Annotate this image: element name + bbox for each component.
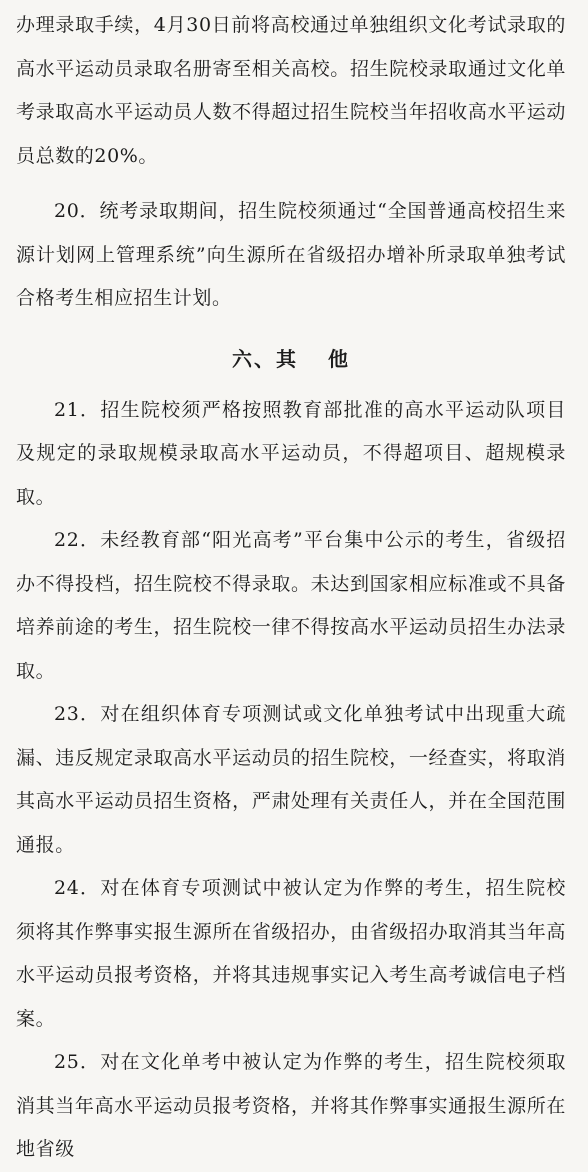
paragraph-21: 21．招生院校须严格按照教育部批准的高水平运动队项目及规定的录取规模录取高水平运动员，不得超项目、超规模录取。 [16,398,566,508]
paragraph-gap [16,178,566,190]
section-heading [16,339,566,379]
section-heading-part1: 其 [276,346,298,371]
paragraph-25: 25．对在文化单考中被认定为作弊的考生，招生院校须取消其当年高水平运动员报考资格，并将其作弊事实通报生源所在地省级 [16,1051,566,1160]
section-heading-part2: 他 [328,346,350,371]
paragraph-continuation: 办理录取手续，4月30日前将高校通过单独组织文化考试录取的高水平运动员录取名册寄至相关高校。招生院校录取通过文化单考录取高水平运动员人数不得超过招生院校当年招收高水平运动员总数的20%。 [16,14,566,167]
paragraph-23: 23．对在组织体育专项测试或文化单独考试中出现重大疏漏、违反规定录取高水平运动员的招生院校，一经查实，将取消其高水平运动员招生资格，严肃处理有关责任人，并在全国范围通报。 [16,703,566,856]
section-heading-number: 六、 [232,346,276,371]
paragraph-20: 20．统考录取期间，招生院校须通过“全国普通高校招生来源计划网上管理系统”向生源所在省级招办增补所录取单独考试合格考生相应招生计划。 [16,200,566,309]
paragraph-22: 22．未经教育部“阳光高考”平台集中公示的考生，省级招办不得投档，招生院校不得录取。未达到国家相应标准或不具备培养前途的考生，招生院校一律不得按高水平运动员招生办法录取。 [16,529,566,682]
paragraph-24: 24．对在体育专项测试中被认定为作弊的考生，招生院校须将其作弊事实报生源所在省级招办，由省级招办取消其当年高水平运动员报考资格，并将其违规事实记入考生高考诚信电子档案。 [16,877,566,1030]
